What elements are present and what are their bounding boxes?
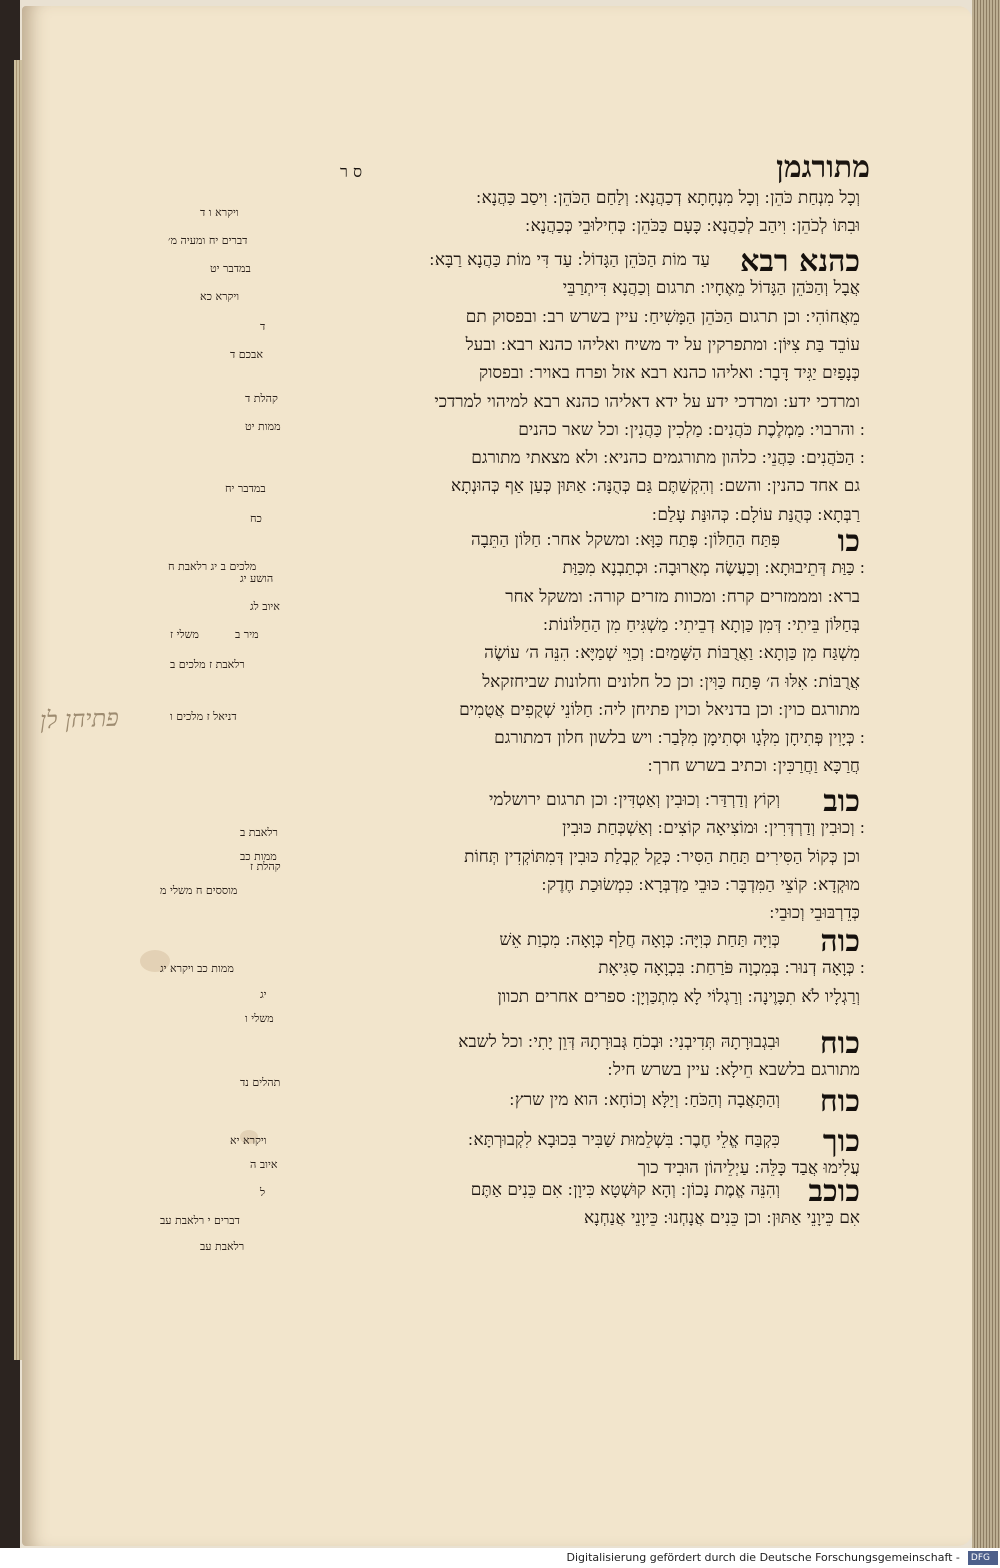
entry-line: וּבִגְבוּרָתָהּ תְּדִיבְנִי ׃ וּבְכֹחַ גְּבוּרָתָהּ דְּוֵן יָתִי ׃ וכל לשבא [458,1032,780,1052]
entry-line: ׃ וְכוּבִין וְדַרְדְּרִין ׃ וּמוֹצִיאָה קוֹצִים ׃ וְאַשְׁכְּחַת כּוּבִין [562,818,860,839]
entry-line: ברא ׃ ומממזרים קרח ׃ ומכוות מזרים קורה ׃ ומשקל אחר [505,586,860,607]
margin-ref: מוססים ח משלי מ [160,884,238,897]
margin-ref: הושע יג [240,572,274,585]
entry-line: ׃ כַּוַּת דְּתֵיבוּתָא ׃ וְכַעֲשֶׂה מְאֻרוּבָה ׃ וּכְתַבְנָא מִכַּוַּת [562,558,860,579]
margin-ref: איוב ה [250,1158,278,1171]
margin-ref: איוב לג [250,600,280,613]
entry-line: כִּקְבַּח אֱלֵי חֶבֶר ׃ בִּשְׁלֵמוּת שַׁבִּיר בִּכוּבָא לִקְבוּרְתָּא ׃ [468,1130,780,1150]
entry-line: מתורגם כוין ׃ וכן בדניאל וכוין פתיחן ליה ׃ חַלּוֹנֵי שְׁקֻפִים אֲטֻמִים [459,699,860,720]
entry-line: וְכָל מִנְחַת כֹּהֵן ׃ וְכָל מִנְחָתָא דְכַהֲנָא ׃ וְלַחַם הַכֹּהֵן ׃ וִיסַב כַּהֲנָא ׃ [476,188,860,208]
entry-line: עַד מוֹת הַכֹּהֵן הַגָּדוֹל ׃ עַד דִּי מוֹת כַּהֲנָא רַבָּא ׃ [429,250,710,270]
margin-ref: תהלים נד [240,1076,281,1089]
entry-keyword: כוך [822,1124,860,1159]
entry-line: מֵאֲחוֹהִי ׃ וכן תרגום הַכֹּהֵן הַמָּשִׁיחַ ׃ עיין בשרש רב ׃ ובפסוק תם [465,306,860,327]
entry-line: וּבִתּוֹ לְכֹהֵן ׃ וִיהַב לְכַהֲנָא ׃ כָּעָם כַּכֹּהֵן ׃ כְּחִילוּבֵי כְּכַהֲנָא ׃ [525,216,860,237]
margin-ref: ממות יט [245,420,281,433]
margin-ref: במדבר יט [210,262,251,275]
entry-keyword: כוב [823,784,860,819]
entry-line: בְּחַלּוֹן בֵּיתִי ׃ דְּמִן כַּוְתָא דְבֵיתִי ׃ מַשְׁגִּיחַ מִן הַחַלּוֹנוֹת ׃ [543,614,860,635]
margin-ref: ממות כב ויקרא יג [160,962,234,975]
margin-ref: יג [260,988,267,1001]
margin-ref: ויקרא יא [230,1134,267,1147]
entry-keyword: כו [837,524,860,559]
entry-line: אִם כֵּיוָנֵי אַתּוּן ׃ וכן כֵּנִים אֲנָחְנוּ ׃ כֵּיוָנֵי אֲנַחְנָא [584,1208,860,1229]
entry-line: חֲרַכָּא וַחֲרַכִּין ׃ וכתיב בשרש חרך ׃ [647,756,860,777]
entry-line: ומרדכי ידע ׃ ומרדכי ידע על ידא דאליהו כהנא רבא למיהוי למרדכי [434,391,860,412]
margin-ref: משלי ו [245,1012,274,1025]
entry-line: וְקוֹץ וְדַרְדַּר ׃ וְכוּבִין וְאַטְדִּין ׃ וכן תרגום ירושלמי [488,790,780,810]
entry-keyword: כוה [820,924,860,959]
entry-line: ׃ והרבוי ׃ מַמְלֶכֶת כֹּהֲנִים ׃ מַלְכִין כַּהֲנִין ׃ וכל שאר כהנים [518,419,860,440]
folio-number: ס ר [340,162,363,181]
margin-ref: ויקרא כא [200,290,240,303]
handwritten-note: פתיחן לן [39,703,120,735]
entry-line: ׃ כְּיָוִין פְּתִיחָן מִלְּגָו וּסְתִימָן מִלְּבַר ׃ ויש בלשון חלון דמתורגם [494,728,860,749]
entry-line: כְּוִיָּה תַּחַת כְּוִיָּה ׃ כְּוָאָה חֲלַף כְּוָאָה ׃ מִכְוַת אֵשׁ [499,930,780,950]
entry-keyword: כוח [819,1026,860,1061]
margin-ref: משלי ז [170,628,199,641]
margin-ref: במדבר יח [225,482,266,495]
entry-line: מִשְׁגַּח מִן כַּוְתָא ׃ וַאֲרֻבּוֹת הַשָּׁמַיִם ׃ וְכַוֵּי שְׁמַיָּא ׃ הִנֵּה ה׳ עוֹשֶׂה [484,643,860,664]
entry-line: מתורגם בלשבא חֵילָא ׃ עיין בשרש חיל ׃ [607,1060,860,1081]
entry-line: וְרַגְלָיו לֹא תִכָּוֶינָה ׃ וְרַגְלוֹי לָא מִתְכַּוְיָן ׃ ספרים אחרים תכוון [497,986,860,1007]
margin-ref: ויקרא ו ד [200,206,239,219]
margin-ref: ד [260,320,266,333]
margin-ref: ממות כב [240,850,277,863]
margin-ref: רלאבת ב [240,826,278,839]
entry-line: אֲבָל וְהַכֹּהֵן הַגָּדוֹל מֵאֶחָיו ׃ תרגום וְכַהֲנָא דִּיתְרַבֵּי [562,278,860,299]
entry-line: רַבְּתָא ׃ כְּהֻנַּת עוֹלָם ׃ כְּהוּנַּת עָלַם ׃ [652,504,860,525]
margin-ref: כח [250,512,262,525]
margin-ref: קהלת ד [245,392,278,405]
margin-ref: מיר ב [235,628,259,641]
margin-ref: מלכים ב יג רלאבת ח [168,560,257,573]
entry-line: כְּנָפַיִם יַגִּיד דָּבָר ׃ ואליהו כהנא רבא אזל ופרח באויר ׃ ובפסוק [478,363,860,384]
margin-ref: דניאל ז מלכים ו [170,710,237,723]
margin-ref: ל [260,1186,266,1199]
margin-ref: קהלת ז [250,860,281,873]
entry-line: אֲרֻבּוֹת ׃ אִלּוּ ה׳ פָּתַח כַּוִּין ׃ וכן כל חלונים וחלונות שביחזקאל [482,671,860,692]
entry-line: וכן כְּקוֹל הַסִּירִים תַּחַת הַסִּיר ׃ כְּקַל קִבְלַת כּוּבִין דְּמִתּוֹקְדִין תְּחוֹת [464,846,860,867]
entry-line: פִּתַּח הַחַלּוֹן ׃ פְּתַח כַּוָּא ׃ ומשקל אחר ׃ חַלּוֹן הַתֵּבָה [471,530,780,550]
entry-line: כְּדֵרְבּוּבֵי וְכוּבֵי ׃ [769,903,860,924]
entry-line: ׃ הַכֹּהֲנִים ׃ כַּהֲנֵי ׃ כלהון מתורגמים כהניא ׃ ולא מצאתי מתורגם [471,448,860,469]
margin-ref: רלאבת ז מלכים ב [170,658,245,671]
entry-line: עֲלִימוּ אֲבַד כָּלֵּה ׃ עַיְלֵיהוֹן הוּבִיד כוך [637,1158,860,1179]
dfg-logo: DFG [968,1551,998,1565]
page-edges-right [972,0,1000,1548]
entry-keyword: כהנא רבא [740,244,860,279]
entry-line: מוּקְדָא ׃ קוֹצֵי הַמִּדְבָּר ׃ כּוּבֵי מַדְבְּרָא ׃ כִּמְשׂוּכַת חֶדֶק ׃ [541,874,860,895]
entry-keyword: כוח [819,1084,860,1119]
margin-ref: דברים יח ומעיה מ׳ [168,234,248,247]
entry-keyword: כוכב [808,1174,860,1209]
entry-line: עוֹבֵד בַּת צִיּוֹן ׃ ומתפרקין על יד משיח ואליהו כהנא רבא ׃ ובעל [465,334,860,355]
entry-line: וְהַתָּאֲבָה וְהַכֹּחַ ׃ וְיַלָּא וְכוֹחָא ׃ הוא מין שרץ ׃ [509,1090,780,1110]
entry-line: ׃ כְּוָאָה דְנוּר ׃ בְּמִכְוָה פֹּרַחַת ׃ בִּכְוָאָה סַגִּיאָת [598,958,860,979]
footer-text: Digitalisierung gefördert durch die Deutsche Forschungsgemeinschaft - [566,1551,960,1564]
entry-line: גם אחד כהנין ׃ והשם ׃ וְהִקְשַׁתֶּם גַּם כְּהֻנָּה ׃ אַתּוּן כְּעַן אַף כְּהוּנְתָא [451,476,860,497]
margin-ref: רלאבת עב [200,1240,245,1253]
entry-line: וְהִנֵּה אֱמֶת נָכוֹן ׃ וְהָא קוּשְׁטָא כִּיוָן ׃ אִם כֵּנִים אַתֶּם [470,1180,780,1200]
page-title: מתורגמן [776,150,870,185]
footer-bar [0,1548,1000,1568]
margin-ref: אבכם ד [230,348,263,361]
margin-ref: דברים י רלאבת עב [160,1214,240,1227]
